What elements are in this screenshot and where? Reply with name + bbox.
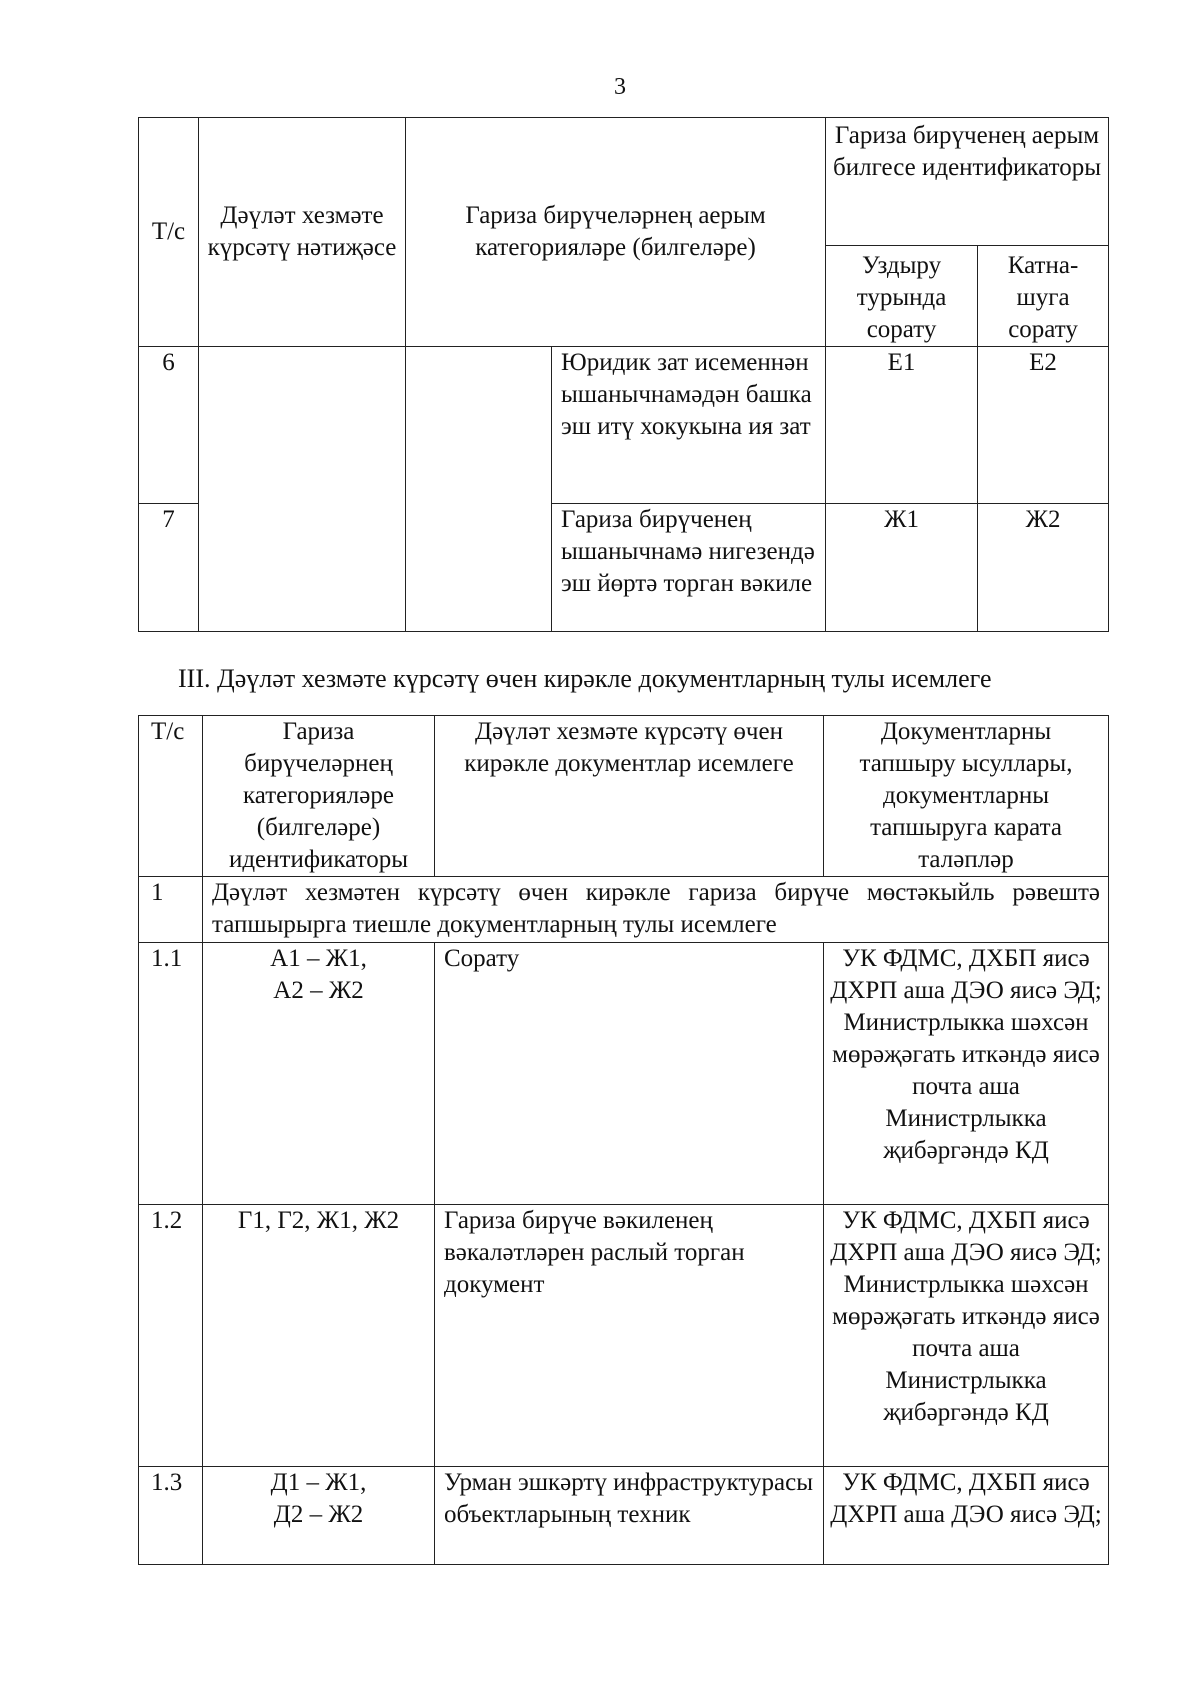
- row-document: Гариза бирүче вәкиленең вәкаләтләрен раслый торган документ: [435, 1205, 824, 1467]
- header-identifiers: Гариза бирүчеләрнең категорияләре (билгеләре) идентификаторы: [203, 716, 435, 877]
- row-method: УК ФДМС, ДХБП яисә ДХРП аша ДЭО яисә ЭД;: [824, 1467, 1109, 1565]
- row-document: Сорату: [435, 943, 824, 1205]
- row-identifiers: [203, 1205, 435, 1467]
- row-identifiers: [203, 943, 435, 1205]
- table-row: [139, 943, 1109, 1205]
- row-id-correction: Е2: [978, 347, 1109, 504]
- table-row: [139, 1467, 1109, 1565]
- row-num: 7: [139, 504, 199, 632]
- row-category: Гариза бирүченең ышанычнамә нигезендә эш йөртә торган вәкиле: [552, 504, 826, 632]
- row-id-directly: Е1: [826, 347, 978, 504]
- header-result: Дәүләт хезмәте күрсәтү нәтиҗәсе: [199, 118, 406, 347]
- identifier-line: Д1 – Ж1,: [270, 1469, 367, 1496]
- row-identifiers: [203, 1467, 435, 1565]
- identifier-line: А1 – Ж1,: [270, 945, 367, 972]
- header-documents: Дәүләт хезмәте күрсәтү өчен кирәкле документлар исемлеге: [435, 716, 824, 877]
- identifier-line: Д2 – Ж2: [273, 1501, 364, 1528]
- row-category: Юридик зат исеменнән ышанычнамәдән башка эш итү хокукына ия зат: [552, 347, 826, 504]
- row-document: Урман эшкәртү инфраструктурасы объектларының техник: [435, 1467, 824, 1565]
- category-blank-cell: [406, 347, 552, 632]
- header-directly: Уздыру турында сорату: [826, 246, 978, 347]
- row-num: 6: [139, 347, 199, 504]
- header-categories: Гариза бирүчеләрнең аерым категорияләре (билгеләре): [406, 118, 826, 347]
- header-num: Т/с: [139, 118, 199, 347]
- page-number: 3: [614, 74, 626, 100]
- row-num: 1.3: [139, 1467, 203, 1565]
- applicant-categories-table: [138, 117, 1109, 632]
- header-correction: Катна-шуга сорату: [978, 246, 1109, 347]
- header-methods: Документларны тапшыру ысуллары, документларны тапшыруга карата таләпләр: [824, 716, 1109, 877]
- row-method: УК ФДМС, ДХБП яисә ДХРП аша ДЭО яисә ЭД; Министрлыкка шәхсән мөрәҗәгать иткәндә яисә почта аша Министрлыкка җибәргәндә КД: [824, 943, 1109, 1205]
- table-row: [139, 1205, 1109, 1467]
- table-row: [139, 347, 1109, 504]
- group-num: 1: [139, 877, 203, 943]
- row-id-directly: Ж1: [826, 504, 978, 632]
- row-method: УК ФДМС, ДХБП яисә ДХРП аша ДЭО яисә ЭД; Министрлыкка шәхсән мөрәҗәгать иткәндә яисә почта аша Министрлыкка җибәргәндә КД: [824, 1205, 1109, 1467]
- row-num: 1.2: [139, 1205, 203, 1467]
- group-row: [139, 877, 1109, 943]
- header-num: Т/с: [139, 716, 203, 877]
- header-identifiers: Гариза бирүченең аерым билгесе идентификаторы: [826, 118, 1109, 246]
- identifier-line: Г1, Г2, Ж1, Ж2: [237, 1207, 400, 1234]
- documents-table: [138, 715, 1109, 1565]
- row-id-correction: Ж2: [978, 504, 1109, 632]
- result-cell: [199, 347, 406, 632]
- identifier-line: А2 – Ж2: [273, 977, 364, 1004]
- group-title: Дәүләт хезмәтен күрсәтү өчен кирәкле гариза бирүче мөстәкыйль рәвештә тапшырырга тиешле документларның тулы исемлеге: [203, 877, 1109, 943]
- row-num: 1.1: [139, 943, 203, 1205]
- section-title: III. Дәүләт хезмәте күрсәтү өчен кирәкле документларның тулы исемлеге: [178, 664, 992, 693]
